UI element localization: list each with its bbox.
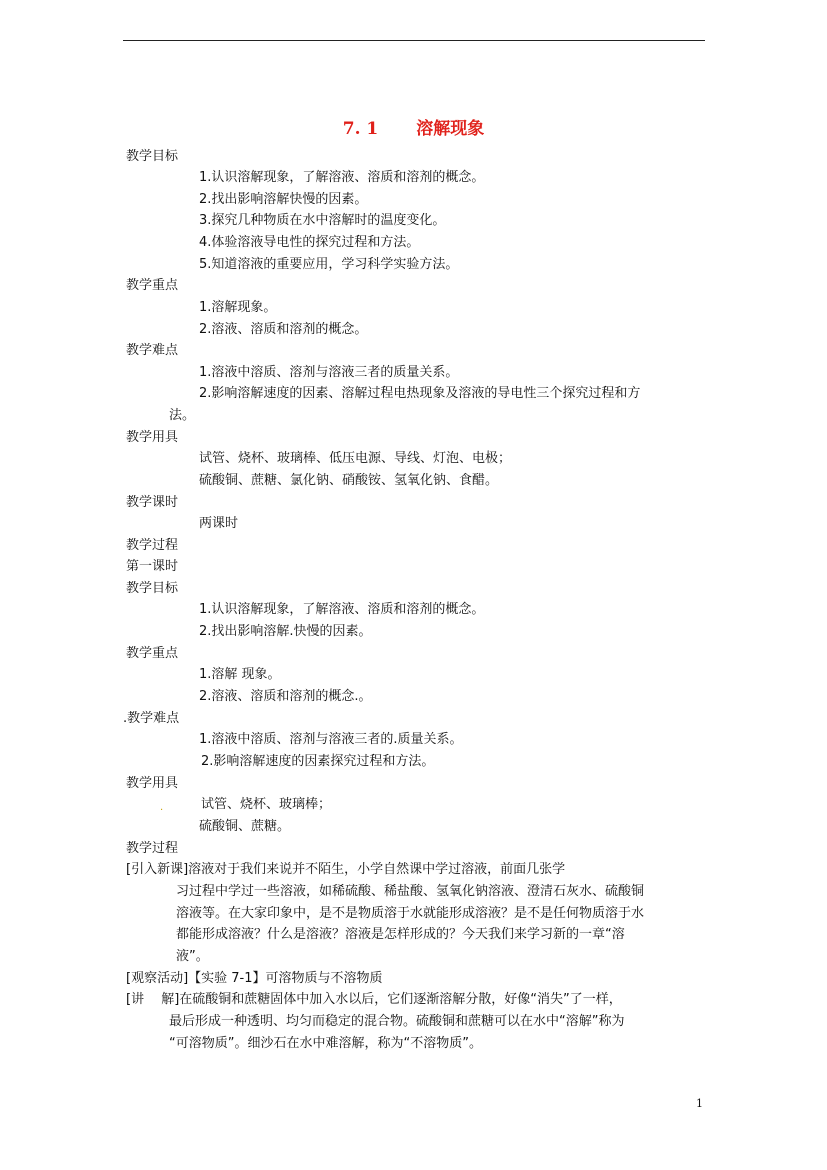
lecture-paragraph-line: 最后形成一种透明、均匀而稳定的混合物。硫酸铜和蔗糖可以在水中“溶解”称为 (169, 1014, 625, 1029)
goal-item: 3.探究几种物质在水中溶解时的温度变化。 (199, 213, 446, 228)
intro-paragraph-line: 习过程中学过一些溶液，如稀硫酸、稀盐酸、氢氧化钠溶液、澄清石灰水、硫酸铜 (176, 884, 645, 899)
heading-lesson-one: 第一课时 (126, 559, 179, 574)
difficulty-item: 2.影响溶解速度的因素探究过程和方法。 (201, 754, 435, 769)
goal-item: 1.认识溶解现象，了解溶液、溶质和溶剂的概念。 (199, 170, 485, 185)
intro-paragraph-line: 溶液等。在大家印象中，是不是物质溶于水就能形成溶液？是不是任何物质溶于水 (176, 906, 645, 921)
goal-item: 1.认识溶解现象，了解溶液、溶质和溶剂的概念。 (199, 602, 485, 617)
heading-tools: 教学用具 (126, 430, 179, 445)
tools-item: 硫酸铜、蔗糖、氯化钠、硝酸铵、氢氧化钠、食醋。 (199, 473, 499, 488)
goal-item: 4.体验溶液导电性的探究过程和方法。 (199, 235, 420, 250)
section-title: 溶解现象 (416, 119, 485, 139)
heading-process: 教学过程 (126, 538, 179, 553)
key-item: 2.溶液、溶质和溶剂的概念.。 (199, 689, 372, 704)
lecture-paragraph-line: [讲 解]在硫酸铜和蔗糖固体中加入水以后，它们逐渐溶解分散，好像“消失”了一样， (126, 992, 622, 1007)
heading-key-points: 教学重点 (126, 278, 179, 293)
key-item: 2.溶液、溶质和溶剂的概念。 (199, 322, 368, 337)
heading-process: 教学过程 (126, 841, 179, 856)
goal-item: 2.找出影响溶解.快慢的因素。 (199, 624, 372, 639)
heading-goals: 教学目标 (126, 149, 179, 164)
activity-line: [观察活动]【实验 7-1】可溶物质与不溶物质 (126, 971, 383, 986)
lecture-paragraph-line: “可溶物质”。细沙石在水中难溶解，称为“不溶物质”。 (169, 1036, 482, 1051)
key-item: 1.溶解现象。 (199, 300, 277, 315)
goal-item: 2.找出影响溶解快慢的因素。 (199, 192, 368, 207)
heading-difficulties: .教学难点 (123, 711, 180, 726)
tools-item: 试管、烧杯、玻璃棒、低压电源、导线、灯泡、电极； (199, 451, 512, 466)
page-title (0, 114, 827, 139)
heading-difficulties: 教学难点 (126, 343, 179, 358)
heading-goals: 教学目标 (126, 581, 179, 596)
difficulty-item: 1.溶液中溶质、溶剂与溶液三者的.质量关系。 (199, 732, 463, 747)
difficulty-item-continued: 法。 (169, 408, 196, 423)
section-number: 7. 1 (342, 119, 379, 139)
stray-mark: . (160, 802, 164, 813)
goal-item: 5.知道溶液的重要应用，学习科学实验方法。 (199, 257, 459, 272)
heading-key-points: 教学重点 (126, 646, 179, 661)
tools-item: 硫酸铜、蔗糖。 (199, 819, 291, 834)
intro-paragraph-line: 都能形成溶液？什么是溶液？溶液是怎样形成的？今天我们来学习新的一章“溶 (176, 927, 625, 942)
difficulty-item: 1.溶液中溶质、溶剂与溶液三者的质量关系。 (199, 365, 459, 380)
intro-paragraph-line: 液”。 (176, 949, 209, 964)
intro-paragraph-line: [引入新课]溶液对于我们来说并不陌生，小学自然课中学过溶液，前面几张学 (126, 862, 566, 877)
heading-hours: 教学课时 (126, 495, 179, 510)
difficulty-item: 2.影响溶解速度的因素、溶解过程电热现象及溶液的导电性三个探究过程和方 (199, 386, 641, 401)
header-rule (123, 40, 705, 41)
key-item: 1.溶解 现象。 (199, 667, 281, 682)
page-number: 1 (696, 1097, 703, 1110)
hours-value: 两课时 (199, 516, 239, 531)
tools-item: 试管、烧杯、玻璃棒； (201, 797, 332, 812)
heading-tools: 教学用具 (126, 776, 179, 791)
